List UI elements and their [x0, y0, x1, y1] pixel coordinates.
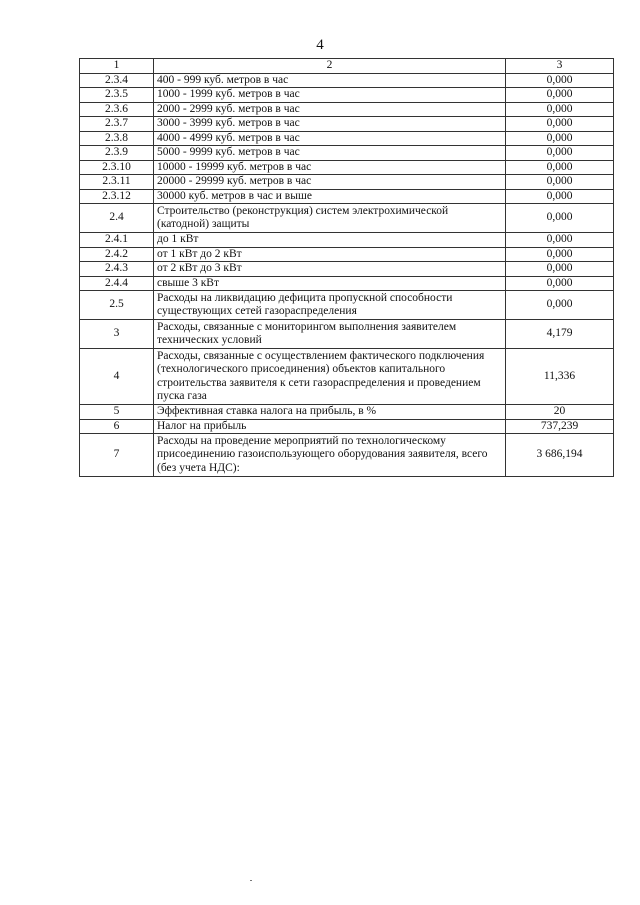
row-description-cell: 3000 - 3999 куб. метров в час [154, 117, 506, 132]
row-number-cell: 2.3.10 [80, 160, 154, 175]
row-value-cell: 0,000 [506, 276, 614, 291]
row-description-cell: 10000 - 19999 куб. метров в час [154, 160, 506, 175]
row-description-cell: до 1 кВт [154, 233, 506, 248]
table-row [80, 189, 614, 204]
row-description-cell: Строительство (реконструкция) систем электрохимической (катодной) защиты [154, 204, 506, 233]
row-value-cell: 4,179 [506, 320, 614, 349]
row-description-cell: 4000 - 4999 куб. метров в час [154, 131, 506, 146]
row-description-cell: Расходы на проведение мероприятий по технологическому присоединению газоиспользующего оборудования заявителя, всего (без учета НДС): [154, 434, 506, 477]
row-value-cell: 11,336 [506, 349, 614, 405]
row-description-cell: от 2 кВт до 3 кВт [154, 262, 506, 277]
row-number-cell: 2.3.9 [80, 146, 154, 161]
row-value-cell: 3 686,194 [506, 434, 614, 477]
row-description-cell: 20000 - 29999 куб. метров в час [154, 175, 506, 190]
table-row [80, 146, 614, 161]
row-value-cell: 0,000 [506, 73, 614, 88]
table-row [80, 160, 614, 175]
row-number-cell: 2.3.8 [80, 131, 154, 146]
row-description-cell: Налог на прибыль [154, 419, 506, 434]
row-description-cell: от 1 кВт до 2 кВт [154, 247, 506, 262]
table-row [80, 88, 614, 103]
table-row [80, 175, 614, 190]
row-number-cell: 5 [80, 405, 154, 420]
tariff-table [79, 58, 614, 477]
row-description-cell: Расходы, связанные с мониторингом выполнения заявителем технических условий [154, 320, 506, 349]
row-description-cell: 1000 - 1999 куб. метров в час [154, 88, 506, 103]
table-row [80, 73, 614, 88]
row-value-cell: 0,000 [506, 233, 614, 248]
column-header-1: 1 [80, 59, 154, 74]
row-value-cell: 0,000 [506, 204, 614, 233]
table-row [80, 276, 614, 291]
row-number-cell: 2.3.7 [80, 117, 154, 132]
table-row [80, 405, 614, 420]
row-number-cell: 3 [80, 320, 154, 349]
table-row [80, 320, 614, 349]
row-description-cell: 30000 куб. метров в час и выше [154, 189, 506, 204]
row-description-cell: 5000 - 9999 куб. метров в час [154, 146, 506, 161]
row-value-cell: 0,000 [506, 160, 614, 175]
row-description-cell: свыше 3 кВт [154, 276, 506, 291]
row-number-cell: 2.3.4 [80, 73, 154, 88]
table-row [80, 102, 614, 117]
table-body [80, 59, 614, 477]
row-value-cell: 0,000 [506, 175, 614, 190]
table-row [80, 349, 614, 405]
row-value-cell: 0,000 [506, 291, 614, 320]
row-value-cell: 0,000 [506, 117, 614, 132]
row-value-cell: 0,000 [506, 146, 614, 161]
row-value-cell: 0,000 [506, 131, 614, 146]
row-value-cell: 0,000 [506, 102, 614, 117]
table-row [80, 291, 614, 320]
row-number-cell: 2.4 [80, 204, 154, 233]
table-row [80, 117, 614, 132]
row-value-cell: 0,000 [506, 88, 614, 103]
row-description-cell: 2000 - 2999 куб. метров в час [154, 102, 506, 117]
column-header-3: 3 [506, 59, 614, 74]
table-row [80, 419, 614, 434]
table-row [80, 247, 614, 262]
row-description-cell: Расходы на ликвидацию дефицита пропускной способности существующих сетей газораспределения [154, 291, 506, 320]
row-number-cell: 6 [80, 419, 154, 434]
scan-speck [250, 880, 252, 881]
table-row [80, 131, 614, 146]
row-description-cell: Эффективная ставка налога на прибыль, в % [154, 405, 506, 420]
row-number-cell: 7 [80, 434, 154, 477]
row-number-cell: 2.3.11 [80, 175, 154, 190]
row-number-cell: 2.3.12 [80, 189, 154, 204]
row-number-cell: 2.5 [80, 291, 154, 320]
row-number-cell: 2.4.2 [80, 247, 154, 262]
row-number-cell: 2.3.6 [80, 102, 154, 117]
row-description-cell: Расходы, связанные с осуществлением фактического подключения (технологического присоединения) объектов капитального строительства заявителя к сети газораспределения и проведением пуска газа [154, 349, 506, 405]
table-row [80, 233, 614, 248]
table-row [80, 262, 614, 277]
row-number-cell: 2.4.1 [80, 233, 154, 248]
table-header-row [80, 59, 614, 74]
column-header-2: 2 [154, 59, 506, 74]
row-number-cell: 2.3.5 [80, 88, 154, 103]
table-row [80, 204, 614, 233]
row-value-cell: 0,000 [506, 189, 614, 204]
table-row [80, 434, 614, 477]
row-value-cell: 0,000 [506, 247, 614, 262]
row-description-cell: 400 - 999 куб. метров в час [154, 73, 506, 88]
row-number-cell: 4 [80, 349, 154, 405]
row-value-cell: 737,239 [506, 419, 614, 434]
row-value-cell: 0,000 [506, 262, 614, 277]
row-value-cell: 20 [506, 405, 614, 420]
page-number: 4 [316, 37, 324, 53]
row-number-cell: 2.4.4 [80, 276, 154, 291]
row-number-cell: 2.4.3 [80, 262, 154, 277]
